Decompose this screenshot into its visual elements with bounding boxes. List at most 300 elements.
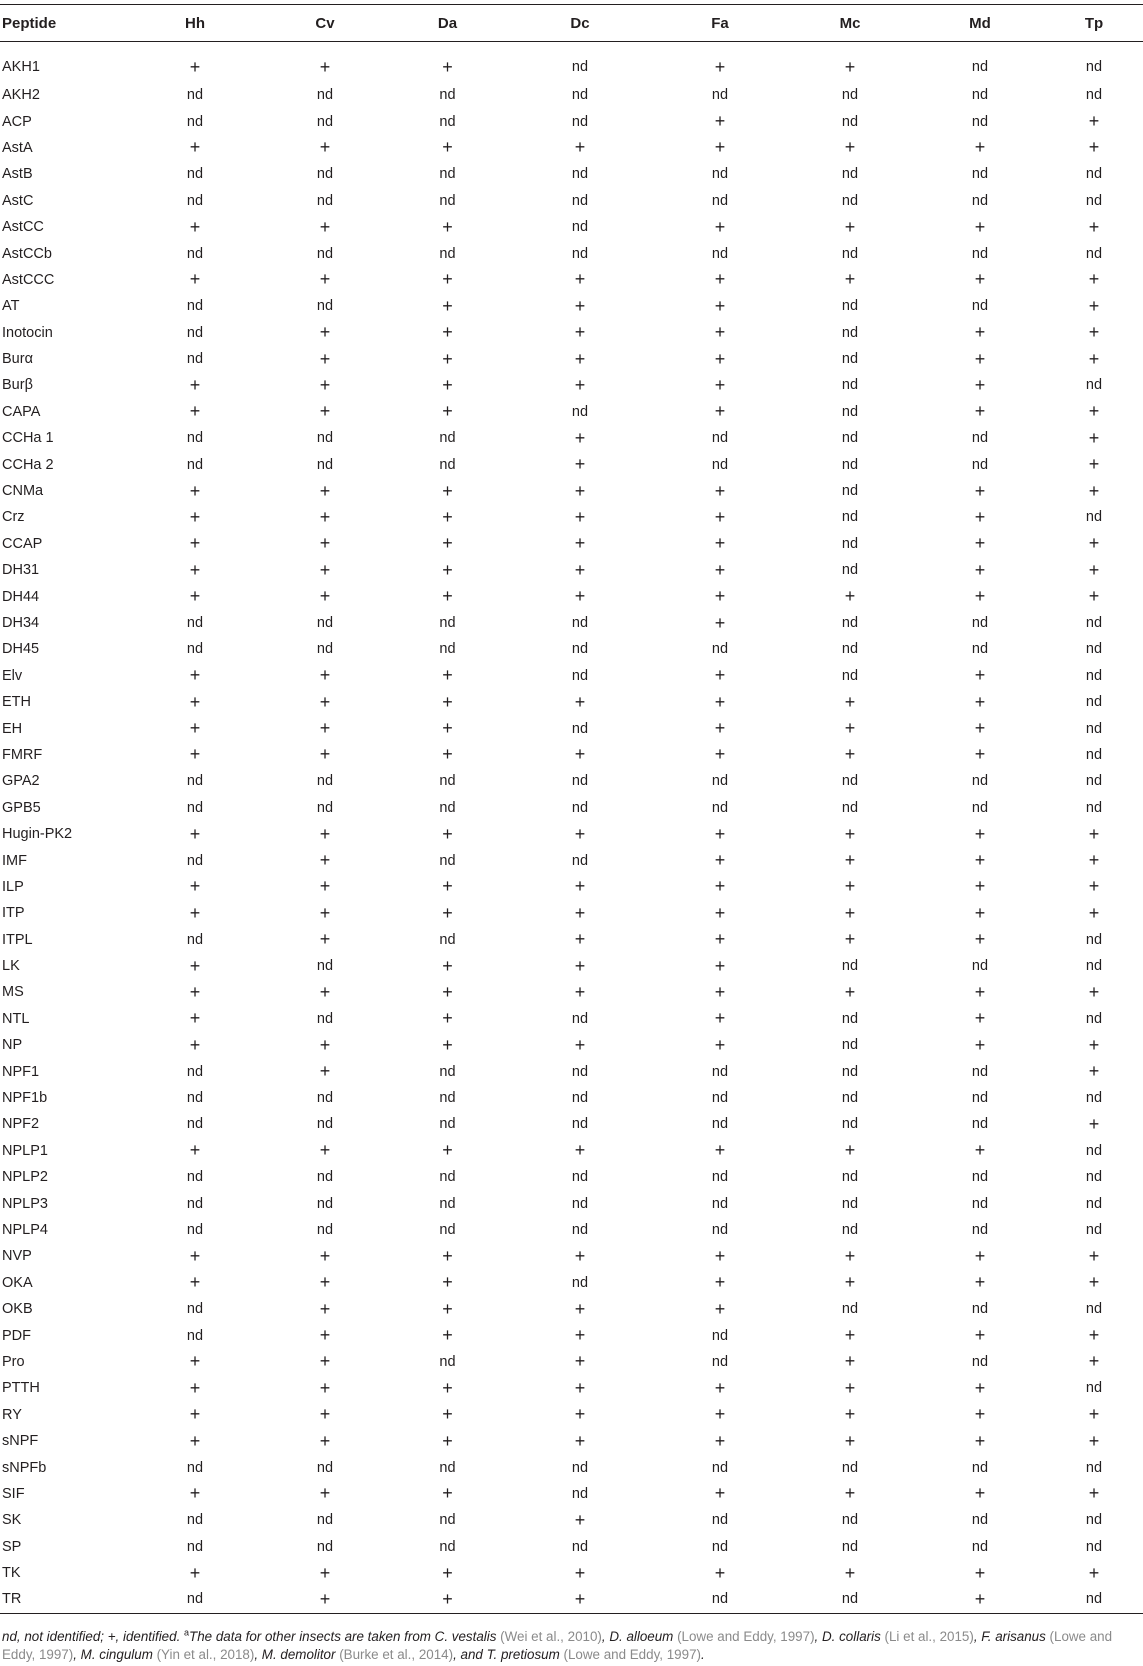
value-cell: + xyxy=(574,586,586,607)
value-cell: nd xyxy=(439,166,456,183)
footnote-species: C. vestalis xyxy=(434,1629,501,1644)
value-cell: + xyxy=(442,1325,453,1346)
value-cell: + xyxy=(714,876,726,897)
value-cell: nd xyxy=(711,1090,729,1107)
value-cell: + xyxy=(442,480,453,501)
column-header-da: Da xyxy=(390,5,505,42)
table-row xyxy=(0,715,1143,741)
value-cell: + xyxy=(442,401,453,422)
table-row xyxy=(0,372,1143,398)
value-cell: + xyxy=(974,216,986,237)
value-cell: + xyxy=(189,981,201,1002)
value-cell: nd xyxy=(316,641,334,658)
value-cell: + xyxy=(319,586,331,607)
value-cell: + xyxy=(574,744,586,765)
footnote-citation-link[interactable]: (Lowe and Eddy, 1997) xyxy=(2,1629,1113,1662)
value-cell: nd xyxy=(841,958,859,975)
value-cell: + xyxy=(574,454,586,475)
peptide-name-cell: NPLP3 xyxy=(2,1195,48,1212)
peptide-name-cell: ETH xyxy=(2,694,31,711)
value-cell: + xyxy=(974,1008,986,1029)
value-cell: + xyxy=(1088,533,1100,554)
value-cell: nd xyxy=(571,219,589,236)
value-cell: + xyxy=(442,374,453,395)
table-row xyxy=(0,927,1143,953)
value-cell: nd xyxy=(316,615,334,631)
table-row xyxy=(0,1375,1143,1401)
value-cell: + xyxy=(574,269,586,290)
value-cell: nd xyxy=(1085,1010,1103,1027)
value-cell: nd xyxy=(1085,1090,1103,1107)
value-cell: + xyxy=(319,480,331,501)
column-header-mc: Mc xyxy=(785,5,915,42)
value-cell: + xyxy=(1088,454,1100,475)
table-row xyxy=(0,1164,1143,1190)
value-cell: nd xyxy=(711,456,729,473)
value-cell: + xyxy=(574,427,586,448)
value-cell: + xyxy=(974,374,986,395)
value-cell: nd xyxy=(571,1010,589,1027)
value-cell: nd xyxy=(1085,1142,1103,1159)
value-cell: + xyxy=(574,348,586,369)
value-cell: nd xyxy=(1085,1195,1103,1212)
value-cell: nd xyxy=(316,166,334,183)
value-cell: + xyxy=(1088,1113,1100,1134)
value-cell: + xyxy=(319,559,331,580)
table-row xyxy=(0,1111,1143,1137)
value-cell: nd xyxy=(439,1090,456,1107)
value-cell: + xyxy=(714,691,726,712)
value-cell: + xyxy=(319,1483,331,1504)
value-cell: + xyxy=(714,1404,726,1425)
value-cell: + xyxy=(974,691,986,712)
value-cell: + xyxy=(974,823,986,844)
value-cell: nd xyxy=(186,1169,204,1186)
value-cell: + xyxy=(844,137,856,158)
value-cell: nd xyxy=(571,59,589,75)
value-cell: + xyxy=(1088,1061,1100,1082)
value-cell: nd xyxy=(971,245,989,262)
value-cell: + xyxy=(189,744,201,765)
value-cell: nd xyxy=(571,1169,589,1186)
value-cell: + xyxy=(714,981,726,1002)
value-cell: + xyxy=(574,1562,586,1583)
value-cell: + xyxy=(574,902,586,923)
value-cell: + xyxy=(189,1377,201,1398)
value-cell: nd xyxy=(1085,1380,1103,1397)
value-cell: + xyxy=(844,216,856,237)
value-cell: + xyxy=(974,1272,986,1293)
peptide-name-cell: TR xyxy=(0,1586,130,1613)
table-row xyxy=(0,451,1143,477)
table-row xyxy=(0,320,1143,346)
value-cell: nd xyxy=(316,773,334,790)
value-cell: nd xyxy=(186,1063,204,1080)
value-cell: nd xyxy=(316,1116,334,1133)
value-cell: + xyxy=(574,506,586,527)
footnote-intro: The data for other insects are taken from xyxy=(189,1629,435,1644)
value-cell: + xyxy=(1088,401,1100,422)
value-cell: nd xyxy=(841,1116,859,1133)
table-row xyxy=(0,1138,1143,1164)
value-cell: nd xyxy=(971,166,989,183)
value-cell: nd xyxy=(1085,87,1103,104)
peptide-name-cell: NPLP2 xyxy=(2,1169,48,1186)
value-cell: nd xyxy=(316,1090,334,1107)
peptide-name-cell: GPB5 xyxy=(2,799,41,816)
table-row xyxy=(0,742,1143,768)
value-cell: + xyxy=(189,506,201,527)
peptide-name-cell: DH34 xyxy=(2,615,40,631)
value-cell: + xyxy=(574,1140,586,1161)
peptide-name-cell: PDF xyxy=(2,1327,31,1344)
value-cell: nd xyxy=(186,1459,204,1476)
table-row xyxy=(0,399,1143,425)
table-row xyxy=(0,1058,1143,1084)
value-cell: nd xyxy=(971,1116,989,1133)
value-cell: + xyxy=(189,269,201,290)
value-cell: + xyxy=(844,876,856,897)
value-cell: + xyxy=(1088,216,1100,237)
value-cell: + xyxy=(714,744,726,765)
value-cell: + xyxy=(189,56,201,77)
footnote-mark: a xyxy=(184,1627,190,1638)
value-cell: nd xyxy=(841,192,859,209)
value-cell: + xyxy=(319,718,331,739)
value-cell: nd xyxy=(711,1169,729,1186)
table-row xyxy=(0,1507,1143,1533)
value-cell: + xyxy=(319,1034,331,1055)
value-cell: + xyxy=(319,665,331,686)
value-cell: nd xyxy=(571,773,589,790)
footnote-separator: , xyxy=(601,1629,610,1644)
peptide-name-cell: sNPFb xyxy=(2,1459,47,1476)
value-cell: nd xyxy=(971,1169,989,1186)
value-cell: nd xyxy=(316,1221,334,1238)
value-cell: + xyxy=(319,1377,331,1398)
peptide-name-cell: AstC xyxy=(2,192,34,209)
table-row xyxy=(0,847,1143,873)
peptide-name-cell: GPA2 xyxy=(2,773,40,790)
value-cell: + xyxy=(442,744,453,765)
value-cell: nd xyxy=(439,1353,456,1370)
value-cell: + xyxy=(319,1061,331,1082)
value-cell: + xyxy=(844,902,856,923)
value-cell: + xyxy=(1088,427,1100,448)
table-row xyxy=(0,1533,1143,1559)
value-cell: + xyxy=(974,929,986,950)
value-cell: nd xyxy=(316,192,334,209)
value-cell: + xyxy=(574,823,586,844)
value-cell: nd xyxy=(571,799,589,816)
value-cell: + xyxy=(974,1377,986,1398)
value-cell: nd xyxy=(1085,773,1103,790)
footnote-citation-link[interactable]: (Lowe and Eddy, 1997) xyxy=(563,1647,701,1662)
table-row xyxy=(0,1032,1143,1058)
value-cell: nd xyxy=(971,1221,989,1238)
footnote-citation-link[interactable]: (Li et al., 2015) xyxy=(884,1629,974,1644)
peptide-name-cell: NVP xyxy=(2,1248,32,1265)
value-cell: nd xyxy=(971,298,989,315)
table-row xyxy=(0,610,1143,636)
value-cell: nd xyxy=(439,852,456,869)
value-cell: nd xyxy=(186,430,204,447)
value-cell: nd xyxy=(1085,377,1103,394)
table-row xyxy=(0,795,1143,821)
value-cell: nd xyxy=(186,324,204,341)
value-cell: + xyxy=(319,902,331,923)
value-cell: nd xyxy=(1085,694,1103,711)
value-cell: nd xyxy=(971,430,989,447)
value-cell: + xyxy=(319,56,331,77)
peptide-name-cell: Pro xyxy=(2,1353,25,1370)
value-cell: nd xyxy=(1085,1169,1103,1186)
table-row xyxy=(0,1190,1143,1216)
value-cell: nd xyxy=(841,1169,859,1186)
value-cell: + xyxy=(574,137,586,158)
value-cell: + xyxy=(442,559,453,580)
footnote-citation-link[interactable]: (Yin et al., 2018) xyxy=(156,1647,255,1662)
footnote-separator: , xyxy=(254,1647,262,1662)
value-cell: + xyxy=(319,269,331,290)
value-cell: + xyxy=(974,850,986,871)
value-cell: nd xyxy=(186,113,204,130)
peptide-name-cell: AstB xyxy=(2,166,33,183)
value-cell: nd xyxy=(711,1512,729,1529)
value-cell: nd xyxy=(785,1586,915,1613)
value-cell: nd xyxy=(841,509,859,526)
value-cell: nd xyxy=(841,1512,859,1529)
value-cell: nd xyxy=(186,456,204,473)
value-cell: nd xyxy=(439,245,456,262)
value-cell: nd xyxy=(186,852,204,869)
value-cell: + xyxy=(844,718,856,739)
value-cell: + xyxy=(714,823,726,844)
footnote-citation-link[interactable]: (Burke et al., 2014) xyxy=(339,1647,454,1662)
value-cell: nd xyxy=(186,773,204,790)
value-cell: + xyxy=(844,744,856,765)
value-cell: + xyxy=(844,823,856,844)
peptide-name-cell: CCHa 2 xyxy=(2,456,54,473)
value-cell: + xyxy=(714,559,726,580)
peptide-name-cell: TK xyxy=(2,1565,21,1582)
value-cell: + xyxy=(189,1483,201,1504)
value-cell: nd xyxy=(1085,1538,1103,1555)
value-cell: + xyxy=(319,506,331,527)
value-cell: + xyxy=(844,929,856,950)
value-cell: nd xyxy=(439,931,456,948)
value-cell: nd xyxy=(186,1327,204,1344)
value-cell: nd xyxy=(841,1063,859,1080)
value-cell: + xyxy=(844,56,856,77)
value-cell: + xyxy=(319,1325,331,1346)
value-cell: nd xyxy=(439,799,456,816)
value-cell: + xyxy=(844,691,856,712)
value-cell: nd xyxy=(571,1274,589,1291)
value-cell: nd xyxy=(711,773,729,790)
table-row xyxy=(0,1217,1143,1243)
value-cell: + xyxy=(714,111,726,132)
value-cell: + xyxy=(442,902,453,923)
value-cell: + xyxy=(189,955,201,976)
value-cell: + xyxy=(442,137,453,158)
peptide-name-cell: ITP xyxy=(2,905,25,922)
value-cell: nd xyxy=(571,245,589,262)
value-cell: nd xyxy=(186,1221,204,1238)
value-cell: nd xyxy=(571,667,589,684)
table-footnote xyxy=(2,1628,1140,1664)
value-cell: + xyxy=(319,823,331,844)
value-cell: nd xyxy=(711,1538,729,1555)
value-cell: nd xyxy=(1085,1459,1103,1476)
value-cell: + xyxy=(505,1586,655,1613)
value-cell: nd xyxy=(1085,799,1103,816)
value-cell: + xyxy=(714,665,726,686)
value-cell: nd xyxy=(186,1301,204,1318)
peptide-name-cell: AT xyxy=(2,298,20,315)
table-row xyxy=(0,1586,1143,1613)
value-cell: nd xyxy=(571,87,589,104)
value-cell: nd xyxy=(439,192,456,209)
value-cell: nd xyxy=(971,1195,989,1212)
value-cell: nd xyxy=(439,615,456,631)
value-cell: + xyxy=(714,533,726,554)
value-cell: + xyxy=(442,1008,453,1029)
value-cell: nd xyxy=(711,1459,729,1476)
value-cell: + xyxy=(442,981,453,1002)
value-cell: nd xyxy=(186,1116,204,1133)
table-row xyxy=(0,188,1143,214)
value-cell: + xyxy=(714,1034,726,1055)
value-cell: + xyxy=(1088,269,1100,290)
value-cell: nd xyxy=(971,456,989,473)
value-cell: + xyxy=(714,401,726,422)
value-cell: + xyxy=(714,506,726,527)
peptide-name-cell: NPF2 xyxy=(2,1116,40,1133)
table-row xyxy=(0,1243,1143,1269)
value-cell: nd xyxy=(1085,166,1103,183)
value-cell: + xyxy=(189,1245,201,1266)
footnote-citation-link[interactable]: (Lowe and Eddy, 1997) xyxy=(677,1629,815,1644)
table-row xyxy=(0,1270,1143,1296)
value-cell: nd xyxy=(439,641,456,658)
value-cell: nd xyxy=(841,1538,859,1555)
footnote-citation-link[interactable]: (Wei et al., 2010) xyxy=(500,1629,602,1644)
value-cell: nd xyxy=(711,430,729,447)
value-cell: nd xyxy=(1085,958,1103,975)
table-row xyxy=(0,214,1143,240)
value-cell: + xyxy=(714,1008,726,1029)
peptide-name-cell: AstCCC xyxy=(2,271,55,288)
value-cell: nd xyxy=(841,1221,859,1238)
value-cell: nd xyxy=(186,1538,204,1555)
value-cell: nd xyxy=(841,773,859,790)
value-cell: + xyxy=(319,348,331,369)
peptide-name-cell: IMF xyxy=(2,852,27,869)
value-cell: + xyxy=(974,1430,986,1451)
value-cell: nd xyxy=(841,430,859,447)
footnote-species: D. collaris xyxy=(822,1629,885,1644)
table-row xyxy=(0,1006,1143,1032)
value-cell: + xyxy=(714,929,726,950)
value-cell: + xyxy=(319,1298,331,1319)
value-cell: nd xyxy=(841,483,859,500)
value-cell: nd xyxy=(571,641,589,658)
value-cell: + xyxy=(442,322,453,343)
value-cell: + xyxy=(189,876,201,897)
value-cell: nd xyxy=(316,799,334,816)
value-cell: + xyxy=(844,1483,856,1504)
value-cell: nd xyxy=(711,192,729,209)
value-cell: + xyxy=(844,1562,856,1583)
value-cell: nd xyxy=(439,1195,456,1212)
value-cell: + xyxy=(574,1404,586,1425)
value-cell: nd xyxy=(711,799,729,816)
value-cell: + xyxy=(189,665,201,686)
value-cell: nd xyxy=(841,1037,859,1054)
value-cell: nd xyxy=(316,298,334,315)
value-cell: + xyxy=(974,269,986,290)
value-cell: + xyxy=(714,1430,726,1451)
value-cell: nd xyxy=(186,245,204,262)
value-cell: nd xyxy=(711,1063,729,1080)
value-cell: + xyxy=(714,348,726,369)
column-header-peptide: Peptide xyxy=(0,5,130,42)
value-cell: + xyxy=(844,1430,856,1451)
value-cell: nd xyxy=(841,615,859,631)
value-cell: nd xyxy=(711,1195,729,1212)
value-cell: nd xyxy=(571,615,589,631)
column-header-tp: Tp xyxy=(1045,5,1143,42)
value-cell: nd xyxy=(841,562,859,579)
value-cell: nd xyxy=(1085,931,1103,948)
value-cell: nd xyxy=(971,1090,989,1107)
table-row xyxy=(0,425,1143,451)
value-cell: + xyxy=(189,691,201,712)
peptide-name-cell: Inotocin xyxy=(2,324,53,341)
value-cell: + xyxy=(260,1586,390,1613)
peptide-name-cell: CCHa 1 xyxy=(2,430,54,447)
value-cell: + xyxy=(189,1140,201,1161)
value-cell: + xyxy=(319,744,331,765)
value-cell: + xyxy=(714,322,726,343)
table-row xyxy=(0,346,1143,372)
table-row xyxy=(0,1296,1143,1322)
value-cell: + xyxy=(974,586,986,607)
footnote-separator: , xyxy=(973,1629,982,1644)
value-cell: + xyxy=(574,876,586,897)
value-cell: nd xyxy=(186,166,204,183)
value-cell: nd xyxy=(711,1353,729,1370)
value-cell: nd xyxy=(971,773,989,790)
value-cell: nd xyxy=(571,1116,589,1133)
value-cell: nd xyxy=(711,87,729,104)
value-cell: + xyxy=(319,929,331,950)
value-cell: nd xyxy=(316,113,334,130)
value-cell: nd xyxy=(1085,615,1103,631)
table-body xyxy=(0,42,1143,1614)
footnote-separator: . xyxy=(700,1647,705,1662)
peptide-name-cell: SIF xyxy=(2,1485,25,1502)
footnote-separator: , and xyxy=(453,1647,487,1662)
value-cell: + xyxy=(442,718,453,739)
value-cell: + xyxy=(1088,1351,1100,1372)
value-cell: nd xyxy=(841,1090,859,1107)
value-cell: nd xyxy=(711,166,729,183)
peptide-name-cell: AstCC xyxy=(2,219,44,236)
value-cell: nd xyxy=(571,1459,589,1476)
value-cell: nd xyxy=(186,641,204,658)
